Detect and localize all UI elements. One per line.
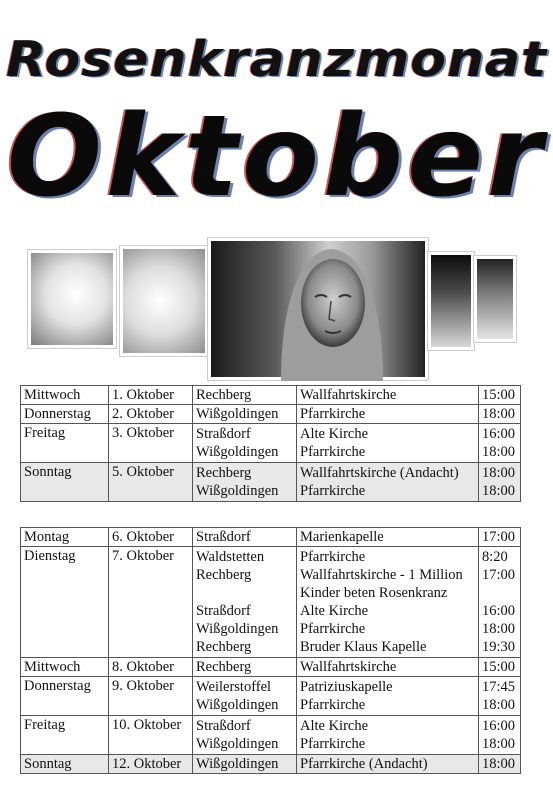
place-line: Rechberg — [196, 465, 252, 481]
time-cell — [479, 658, 521, 677]
title-rosenkranzmonat: Rosenkranzmonat — [6, 31, 547, 89]
time-cell — [479, 547, 521, 658]
church-cell — [297, 528, 479, 547]
time-line: 19:30 — [482, 639, 516, 655]
place-cell — [193, 658, 297, 677]
time-line: 15:00 — [482, 659, 516, 675]
place-line: Weilerstoffel — [196, 679, 272, 695]
photo-panel-4 — [428, 252, 474, 350]
time-line: 16:00 — [482, 426, 516, 442]
time-cell — [479, 386, 521, 405]
place-line: Rechberg — [196, 659, 252, 675]
time-cell — [479, 716, 521, 755]
church-line: Patriziuskapelle — [300, 679, 393, 695]
schedule-row — [21, 755, 521, 774]
place-line: Wißgoldingen — [196, 406, 279, 422]
schedule-row — [21, 677, 521, 716]
time-line: 17:45 — [482, 679, 516, 695]
place-line: Rechberg — [196, 567, 252, 583]
date-cell: 10. Oktober — [109, 716, 193, 755]
time-cell — [479, 405, 521, 424]
date-cell: 3. Oktober — [109, 424, 193, 463]
church-line: Pfarrkirche — [300, 549, 366, 565]
schedule-row — [21, 424, 521, 463]
time-cell — [479, 755, 521, 774]
time-cell — [479, 463, 521, 502]
place-cell — [193, 405, 297, 424]
photo-panel-madonna — [208, 238, 428, 380]
date-cell: 2. Oktober — [109, 405, 193, 424]
schedule-row — [21, 716, 521, 755]
church-line: Wallfahrtskirche (Andacht) — [300, 465, 459, 481]
time-line: 18:00 — [482, 444, 516, 460]
church-line: Alte Kirche — [300, 718, 369, 734]
day-cell: Donnerstag — [21, 405, 109, 424]
date-cell: 5. Oktober — [109, 463, 193, 502]
place-cell — [193, 755, 297, 774]
place-line: Straßdorf — [196, 426, 251, 442]
madonna-statue-image — [271, 241, 391, 381]
church-line: Pfarrkirche — [300, 406, 366, 422]
time-line: 18:00 — [482, 465, 516, 481]
church-line: Pfarrkirche — [300, 621, 366, 637]
place-cell — [193, 547, 297, 658]
time-line: 8:20 — [482, 549, 508, 565]
schedule-row — [21, 547, 521, 658]
church-line: Wallfahrtskirche - 1 Million — [300, 567, 463, 583]
time-line: 17:00 — [482, 529, 516, 545]
day-cell: Donnerstag — [21, 677, 109, 716]
church-cell — [297, 424, 479, 463]
place-cell — [193, 386, 297, 405]
place-line — [196, 584, 294, 602]
day-cell: Freitag — [21, 424, 109, 463]
place-line: Wißgoldingen — [196, 444, 279, 460]
time-line: 18:00 — [482, 736, 516, 752]
place-cell — [193, 716, 297, 755]
schedule-row — [21, 463, 521, 502]
church-line: Pfarrkirche (Andacht) — [300, 756, 428, 772]
church-cell — [297, 547, 479, 658]
church-line: Pfarrkirche — [300, 483, 366, 499]
time-line: 18:00 — [482, 621, 516, 637]
church-line: Marienkapelle — [300, 529, 384, 545]
place-line: Waldstetten — [196, 549, 265, 565]
schedule-table-1 — [20, 385, 521, 502]
place-line: Wißgoldingen — [196, 756, 279, 772]
photo-panel-5 — [474, 256, 516, 342]
place-line: Wißgoldingen — [196, 697, 279, 713]
place-line: Rechberg — [196, 639, 252, 655]
day-cell: Sonntag — [21, 755, 109, 774]
date-cell: 1. Oktober — [109, 386, 193, 405]
church-line: Wallfahrtskirche — [300, 387, 397, 403]
date-cell: 9. Oktober — [109, 677, 193, 716]
time-cell — [479, 528, 521, 547]
church-line: Pfarrkirche — [300, 736, 366, 752]
place-line: Straßdorf — [196, 603, 251, 619]
date-cell: 6. Oktober — [109, 528, 193, 547]
schedule-table-2 — [20, 527, 521, 774]
time-line: 18:00 — [482, 483, 516, 499]
time-cell — [479, 677, 521, 716]
time-line: 16:00 — [482, 718, 516, 734]
church-cell — [297, 463, 479, 502]
time-line — [482, 584, 518, 602]
church-cell — [297, 386, 479, 405]
photo-panel-1 — [28, 250, 116, 348]
church-line: Wallfahrtskirche — [300, 659, 397, 675]
title-oktober: Oktober — [6, 92, 547, 222]
church-line: Alte Kirche — [300, 426, 369, 442]
time-line: 18:00 — [482, 697, 516, 713]
schedule-row — [21, 386, 521, 405]
church-line: Pfarrkirche — [300, 444, 366, 460]
place-cell — [193, 528, 297, 547]
church-cell — [297, 716, 479, 755]
image-strip — [0, 238, 553, 378]
place-cell — [193, 463, 297, 502]
day-cell: Freitag — [21, 716, 109, 755]
date-cell: 8. Oktober — [109, 658, 193, 677]
day-cell: Dienstag — [21, 547, 109, 658]
day-cell: Montag — [21, 528, 109, 547]
church-line: Kinder beten Rosenkranz — [300, 585, 448, 601]
day-cell: Mittwoch — [21, 386, 109, 405]
church-cell — [297, 755, 479, 774]
photo-panel-2 — [120, 246, 208, 356]
date-cell: 7. Oktober — [109, 547, 193, 658]
day-cell: Mittwoch — [21, 658, 109, 677]
church-cell — [297, 677, 479, 716]
time-line: 18:00 — [482, 756, 516, 772]
place-cell — [193, 424, 297, 463]
date-cell: 12. Oktober — [109, 755, 193, 774]
time-cell — [479, 424, 521, 463]
schedule-row — [21, 658, 521, 677]
church-line: Pfarrkirche — [300, 697, 366, 713]
time-line: 18:00 — [482, 406, 516, 422]
time-line: 15:00 — [482, 387, 516, 403]
church-cell — [297, 658, 479, 677]
place-line: Wißgoldingen — [196, 621, 279, 637]
church-cell — [297, 405, 479, 424]
place-line: Straßdorf — [196, 718, 251, 734]
place-line: Straßdorf — [196, 529, 251, 545]
schedule-row — [21, 405, 521, 424]
schedule-row — [21, 528, 521, 547]
place-line: Rechberg — [196, 387, 252, 403]
place-cell — [193, 677, 297, 716]
time-line: 16:00 — [482, 603, 516, 619]
place-line: Wißgoldingen — [196, 736, 279, 752]
church-line: Alte Kirche — [300, 603, 369, 619]
time-line: 17:00 — [482, 567, 516, 583]
day-cell: Sonntag — [21, 463, 109, 502]
place-line: Wißgoldingen — [196, 483, 279, 499]
church-line: Bruder Klaus Kapelle — [300, 639, 427, 655]
